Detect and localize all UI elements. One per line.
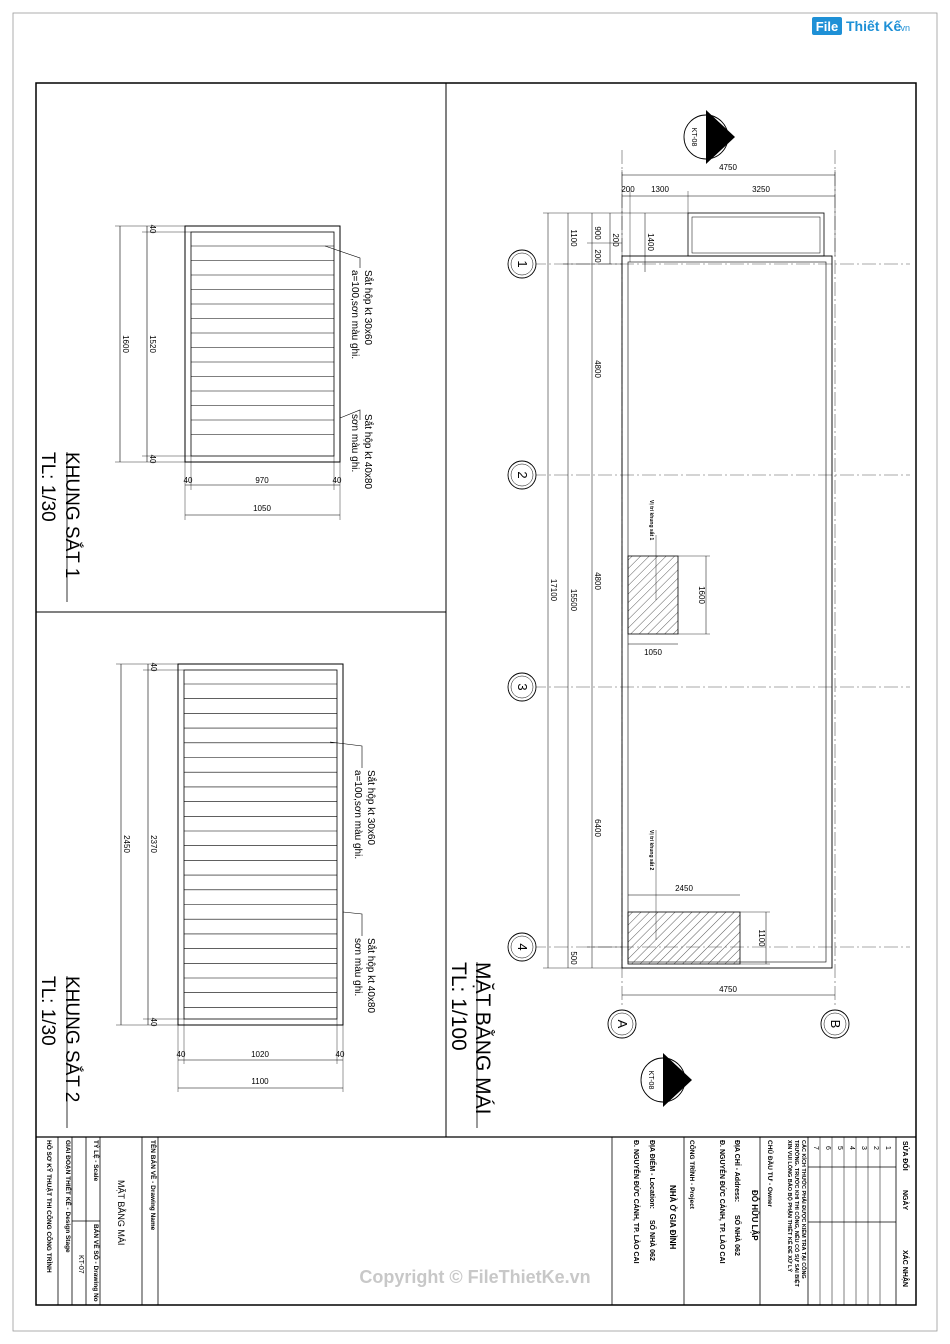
- f1-scale: TL: 1/30: [37, 452, 58, 522]
- frame-1-drawing: [37, 225, 375, 602]
- stage-value: HỒ SƠ KỸ THUẬT THI CÔNG CÔNG TRÌNH: [45, 1140, 52, 1273]
- copyright-watermark: Copyright © FileThietKe.vn: [359, 1267, 591, 1287]
- owner-address-2: Đ. NGUYỄN ĐỨC CẢNH, TP. LÀO CAI: [718, 1140, 725, 1264]
- f2-dim-inner-w: 1020: [251, 1050, 269, 1059]
- note-2: TRƯỜNG. TRƯỚC KHI THI CÔNG, NẾU CÓ SỰ SAI BIỆT: [793, 1140, 799, 1287]
- svg-text:2: 2: [515, 471, 530, 479]
- f1-dim-total-w: 1050: [253, 504, 271, 513]
- outer-border: [13, 13, 937, 1331]
- plan-f2-w: 2450: [675, 884, 693, 893]
- svg-text:1: 1: [515, 260, 530, 268]
- location-label: ĐỊA ĐIỂM - Location:: [648, 1140, 655, 1209]
- plan-dim-top-b: 1300: [651, 185, 669, 194]
- project-label: CÔNG TRÌNH - Project: [688, 1140, 695, 1209]
- plan-dim-top-c: 3250: [752, 185, 770, 194]
- grid-bubble-2: [508, 461, 536, 489]
- f2-dim-left: 40: [176, 1050, 186, 1059]
- roof-plan: [447, 110, 910, 1128]
- label-frame-1: Vị trí khung sắt 1: [648, 500, 654, 541]
- plan-dim-900: 900: [593, 226, 602, 240]
- location-2: Đ. NGUYỄN ĐỨC CẢNH, TP. LÀO CAI: [632, 1140, 639, 1264]
- svg-text:A: A: [615, 1019, 630, 1029]
- grid-bubble-1: [508, 250, 536, 278]
- rev-row-5: 5: [836, 1146, 843, 1150]
- f1-note-2a: Sắt hộp kt 40x80: [362, 414, 373, 490]
- plan-scale: TL: 1/100: [447, 962, 470, 1051]
- plan-dim-bottom-total: 4750: [719, 985, 737, 994]
- f2-title: KHUNG SẮT 2: [61, 976, 82, 1103]
- plan-title: MẶT BẰNG MÁI: [471, 962, 494, 1115]
- f1-note-2b: sơn màu ghi.: [349, 414, 360, 473]
- rev-row-1: 1: [884, 1146, 891, 1150]
- note-1: CÁC KÍCH THƯỚC PHẢI ĐƯỢC KIỂM TRA TẠI CÔNG: [800, 1140, 806, 1279]
- f1-dim-left: 40: [183, 476, 193, 485]
- svg-text:.vn: .vn: [898, 23, 911, 33]
- f2-note-1a: Sắt hộp kt 30x60: [365, 770, 376, 846]
- f2-scale: TL: 1/30: [37, 976, 58, 1046]
- rev-row-4: 4: [848, 1146, 855, 1150]
- date-header: NGÀY: [901, 1190, 908, 1211]
- location-1: SỐ NHÀ 062: [648, 1220, 655, 1261]
- f2-note-2a: Sắt hộp kt 40x80: [365, 938, 376, 1014]
- f2-note-1b: a=100,sơn màu ghi.: [352, 770, 363, 860]
- f2-note-2b: sơn màu ghi.: [352, 938, 363, 997]
- frame-2-drawing: [37, 663, 378, 1128]
- grid-bubble-4: [508, 933, 536, 961]
- plan-dim-200a: 200: [593, 249, 602, 263]
- section-marker-bottom: [641, 1053, 692, 1107]
- f2-dim-top: 40: [149, 662, 158, 672]
- grid-bubble-b: [821, 1010, 849, 1038]
- note-3: XIN VUI LÒNG BÁO BỘ PHẬN THIẾT KẾ ĐỂ XỬ LÝ: [786, 1140, 792, 1272]
- svg-text:A: A: [705, 131, 722, 143]
- f1-dim-top: 40: [148, 224, 157, 234]
- f2-dim-total-w: 1100: [251, 1077, 269, 1086]
- plan-dim-6400: 6400: [593, 819, 602, 837]
- f2-dim-bottom: 40: [149, 1017, 158, 1027]
- plan-dim-200b: 200: [611, 233, 620, 247]
- owner-address-1: SỐ NHÀ 062: [733, 1215, 740, 1256]
- drawing-name: MẶT BẰNG MÁI: [116, 1180, 126, 1246]
- svg-text:KT-08: KT-08: [647, 1070, 654, 1090]
- f1-dim-bottom: 40: [148, 454, 157, 464]
- plan-dim-4800b: 4800: [593, 572, 602, 590]
- svg-text:Thiết Kế: Thiết Kế: [846, 18, 902, 34]
- plan-dim-overall: 17100: [549, 578, 558, 602]
- plan-dim-4800a: 4800: [593, 360, 602, 378]
- owner-address-label: ĐỊA CHỈ - Address:: [733, 1140, 740, 1203]
- frame-1-position: [628, 556, 678, 634]
- svg-text:3: 3: [515, 683, 530, 691]
- plan-dim-top-a: 200: [621, 185, 635, 194]
- owner-label: CHỦ ĐẦU TƯ - Owner: [766, 1140, 773, 1208]
- svg-text:KT-08: KT-08: [690, 127, 697, 147]
- inner-frame: [36, 83, 916, 1305]
- f2-dim-right: 40: [335, 1050, 345, 1059]
- f1-title: KHUNG SẮT 1: [61, 452, 82, 579]
- rev-row-7: 7: [812, 1146, 819, 1150]
- label-frame-2: Vị trí khung sắt 2: [648, 830, 654, 871]
- plan-f2-h: 1100: [757, 929, 766, 947]
- drawing-name-label: TÊN BẢN VẼ - Drawing Name: [149, 1140, 156, 1231]
- plan-dim-500: 500: [569, 951, 578, 965]
- f1-dim-total-h: 1600: [121, 335, 130, 353]
- owner-name: ĐỖ HỮU LẬP: [750, 1190, 759, 1241]
- site-logo[interactable]: [812, 17, 910, 35]
- rev-header: SỬA ĐỔI: [901, 1141, 908, 1171]
- rev-row-3: 3: [860, 1146, 867, 1150]
- grid-bubble-a: [608, 1010, 636, 1038]
- scale-label: TỶ LỆ - Scale: [92, 1140, 99, 1182]
- plan-dim-1100: 1100: [569, 229, 578, 247]
- f1-note-1b: a=100,sơn màu ghi.: [349, 270, 360, 360]
- rev-row-2: 2: [872, 1146, 879, 1150]
- svg-text:4: 4: [515, 943, 530, 951]
- f1-dim-right: 40: [332, 476, 342, 485]
- plan-f1-h: 1600: [697, 586, 706, 604]
- svg-text:B: B: [828, 1019, 843, 1029]
- f1-dim-inner-h: 1520: [148, 335, 157, 353]
- confirm-header: XÁC NHẬN: [901, 1250, 908, 1287]
- f1-dim-inner-w: 970: [255, 476, 269, 485]
- plan-dim-1400: 1400: [646, 233, 655, 251]
- drawing-no-label: BẢN VẼ SỐ - Drawing No: [92, 1224, 99, 1302]
- svg-text:A: A: [662, 1074, 679, 1086]
- drawing-no: KT-07: [77, 1255, 84, 1274]
- frame-2-position: [628, 912, 740, 964]
- f2-dim-total-h: 2450: [122, 835, 131, 853]
- grid-bubble-3: [508, 673, 536, 701]
- section-marker-top: [684, 110, 735, 164]
- f1-note-1a: Sắt hộp kt 30x60: [362, 270, 373, 346]
- project-name: NHÀ Ở GIA ĐÌNH: [668, 1185, 677, 1250]
- rev-row-6: 6: [824, 1146, 831, 1150]
- plan-dim-inner: 15500: [569, 588, 578, 612]
- plan-f1-w: 1050: [644, 648, 662, 657]
- svg-text:File: File: [815, 19, 839, 34]
- plan-dim-top-total: 4750: [719, 163, 737, 172]
- f2-dim-inner-h: 2370: [149, 835, 158, 853]
- stage-label: GIAI ĐOẠN THIẾT KẾ - Design Stage: [64, 1140, 71, 1253]
